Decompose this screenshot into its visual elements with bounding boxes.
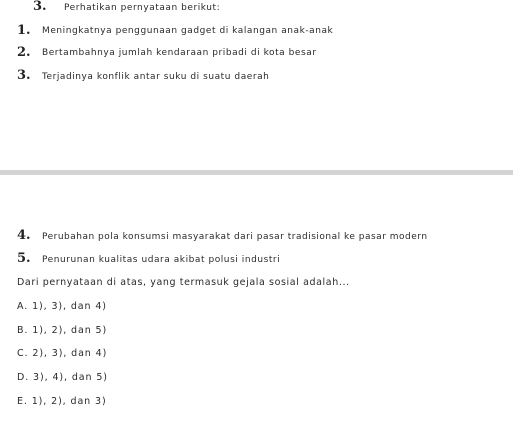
statement-number: 5. — [17, 251, 31, 266]
statement-number: 3. — [17, 68, 31, 83]
statement-text: Meningkatnya penggunaan gadget di kalangan anak-anak — [42, 26, 334, 36]
answer-option-b[interactable]: B. 1), 2), dan 5) — [17, 325, 108, 336]
answer-option-d[interactable]: D. 3), 4), dan 5) — [17, 372, 108, 383]
statement-text: Perubahan pola konsumsi masyarakat dari pasar tradisional ke pasar modern — [42, 232, 428, 242]
answer-option-c[interactable]: C. 2), 3), dan 4) — [17, 348, 108, 359]
question-text: Dari pernyataan di atas, yang termasuk gejala sosial adalah... — [17, 277, 350, 288]
statement-text: Penurunan kualitas udara akibat polusi industri — [42, 255, 281, 265]
statement-number: 1. — [17, 23, 31, 38]
page-divider — [0, 170, 513, 175]
statement-text: Bertambahnya jumlah kendaraan pribadi di kota besar — [42, 48, 317, 58]
statement-number: 4. — [17, 228, 31, 243]
intro-number: 3. — [33, 0, 47, 14]
intro-text: Perhatikan pernyataan berikut: — [64, 3, 221, 13]
answer-option-a[interactable]: A. 1), 3), dan 4) — [17, 301, 107, 312]
statement-number: 2. — [17, 45, 31, 60]
answer-option-e[interactable]: E. 1), 2), dan 3) — [17, 396, 107, 407]
statement-text: Terjadinya konflik antar suku di suatu daerah — [42, 72, 270, 82]
